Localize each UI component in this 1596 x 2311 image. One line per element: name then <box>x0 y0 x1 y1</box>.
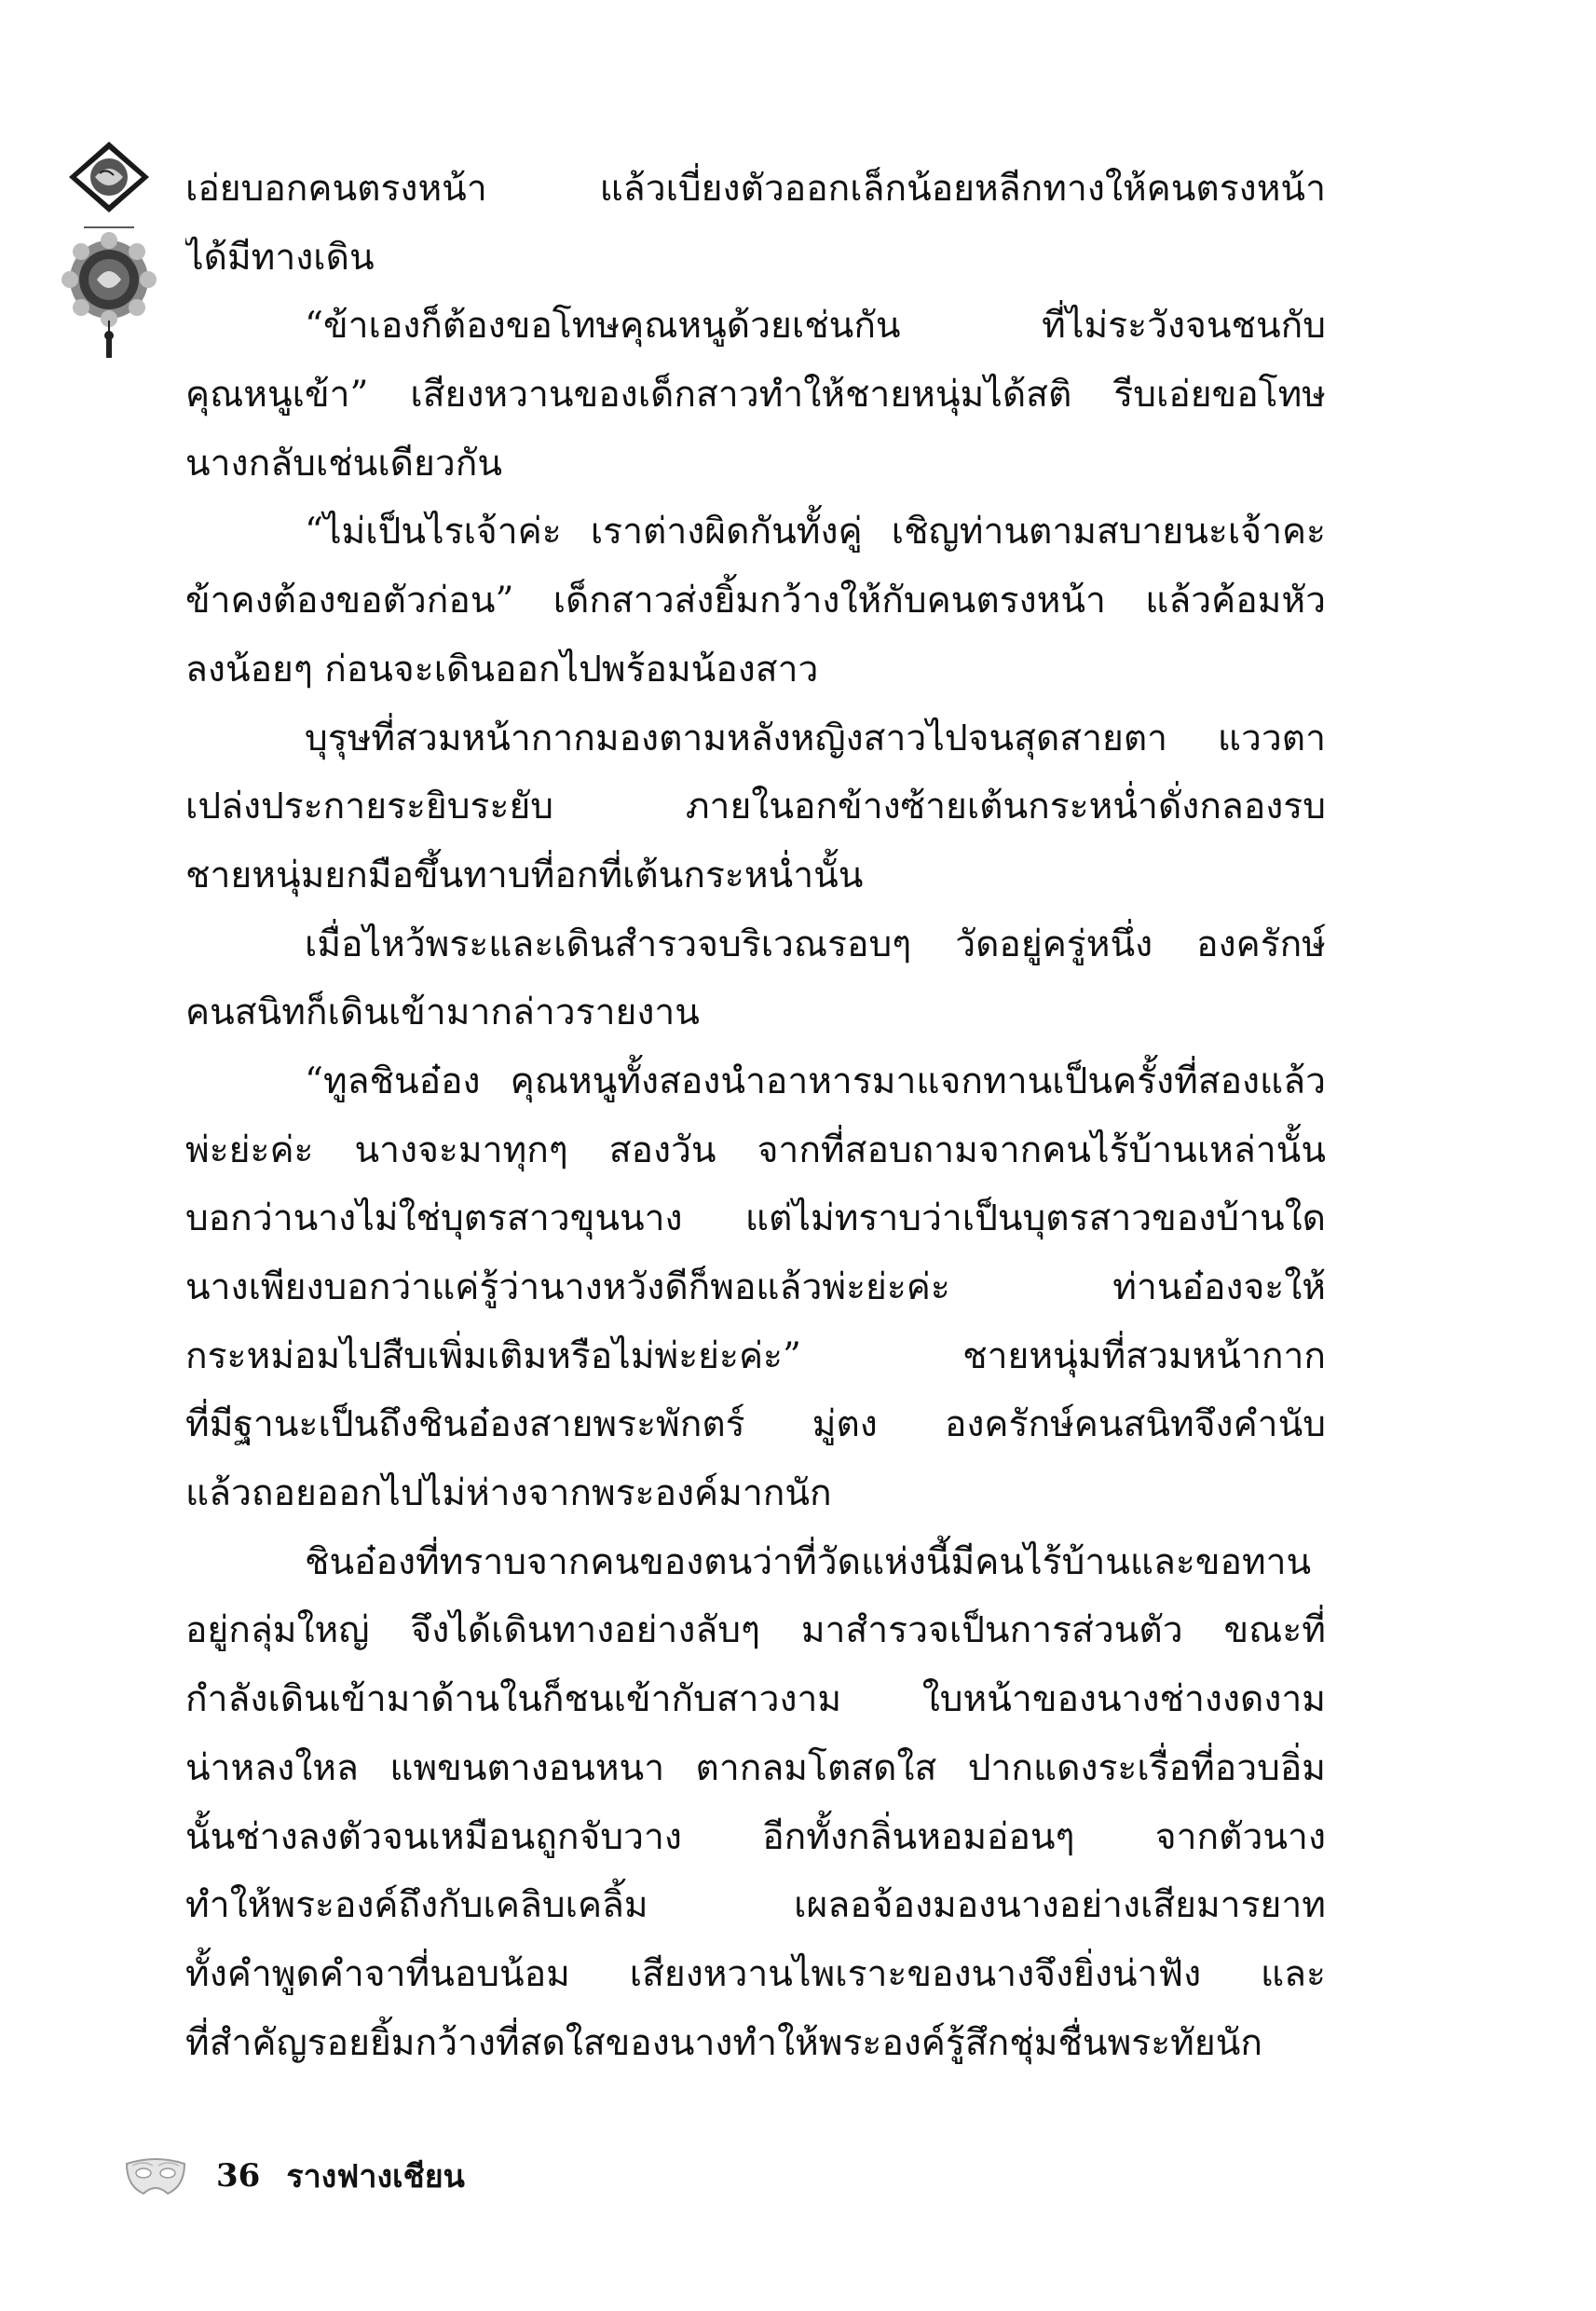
text-line: บอกว่านางไม่ใช่บุตรสาวขุนนาง แต่ไม่ทราบว่าเป็นบุตรสาวของบ้านใด <box>185 1197 1326 1240</box>
lotus-seal-icon <box>58 140 160 363</box>
text-line: นางกลับเช่นเดียวกัน <box>185 442 503 485</box>
text-line: กำลังเดินเข้ามาด้านในก็ชนเข้ากับสาวงาม ใบหน้าของนางช่างงดงาม <box>185 1678 1326 1721</box>
text-line: นางเพียงบอกว่าแค่รู้ว่านางหวังดีก็พอแล้วพ่ะย่ะค่ะ ท่านอ๋องจะให้ <box>185 1266 1326 1308</box>
text-line: แล้วถอยออกไปไม่ห่างจากพระองค์มากนัก <box>185 1472 832 1515</box>
text-line: น่าหลงใหล แพขนตางอนหนา ตากลมโตสดใส ปากแดงระเรื่อที่อวบอิ่ม <box>185 1746 1326 1789</box>
text-line: ชินอ๋องที่ทราบจากคนของตนว่าที่วัดแห่งนี้มีคนไร้บ้านและขอทาน <box>305 1540 1312 1583</box>
text-line: กระหม่อมไปสืบเพิ่มเติมหรือไม่พ่ะย่ะค่ะ” ชายหนุ่มที่สวมหน้ากาก <box>185 1334 1326 1377</box>
page-footer <box>123 2148 465 2204</box>
text-line: บุรุษที่สวมหน้ากากมองตามหลังหญิงสาวไปจนสุดสายตา แววตา <box>305 717 1326 759</box>
mask-icon <box>123 2154 188 2197</box>
text-line: “ข้าเองก็ต้องขอโทษคุณหนูด้วยเช่นกัน ที่ไม่ระวังจนชนกับ <box>305 305 1326 348</box>
text-line: ลงน้อยๆ ก่อนจะเดินออกไปพร้อมน้องสาว <box>185 648 819 691</box>
text-line: เปล่งประกายระยิบระยับ ภายในอกข้างซ้ายเต้นกระหน่ำดั่งกลองรบ <box>185 786 1326 828</box>
text-line: นั้นช่างลงตัวจนเหมือนถูกจับวาง อีกทั้งกลิ่นหอมอ่อนๆ จากตัวนาง <box>185 1815 1326 1858</box>
text-line: “ไม่เป็นไรเจ้าค่ะ เราต่างผิดกันทั้งคู่ เชิญท่านตามสบายนะเจ้าคะ <box>305 511 1326 554</box>
body-text <box>185 155 1326 2077</box>
text-line: ชายหนุ่มยกมือขึ้นทาบที่อกที่เต้นกระหน่ำนั้น <box>185 854 864 896</box>
page-number: 36 <box>216 2157 261 2195</box>
text-line: ทั้งคำพูดคำจาที่นอบน้อม เสียงหวานไพเราะของนางจึงยิ่งน่าฟัง และ <box>185 1952 1326 1995</box>
text-line: อยู่กลุ่มใหญ่ จึงได้เดินทางอย่างลับๆ มาสำรวจเป็นการส่วนตัว ขณะที่ <box>185 1609 1326 1652</box>
text-line: เมื่อไหว้พระและเดินสำรวจบริเวณรอบๆ วัดอยู่ครู่หนึ่ง องครักษ์ <box>305 923 1326 965</box>
text-line: ที่สำคัญรอยยิ้มกว้างที่สดใสของนางทำให้พระองค์รู้สึกชุ่มชื่นพระทัยนัก <box>185 2021 1263 2064</box>
text-line: ที่มีฐานะเป็นถึงชินอ๋องสายพระพักตร์ มู่ตง องครักษ์คนสนิทจึงคำนับ <box>185 1403 1326 1446</box>
text-line: ได้มีทางเดิน <box>185 236 375 279</box>
text-line: คนสนิทก็เดินเข้ามากล่าวรายงาน <box>185 991 700 1034</box>
text-line: ข้าคงต้องขอตัวก่อน” เด็กสาวส่งยิ้มกว้างให้กับคนตรงหน้า แล้วค้อมหัว <box>185 580 1326 622</box>
text-line: “ทูลชินอ๋อง คุณหนูทั้งสองนำอาหารมาแจกทานเป็นครั้งที่สองแล้ว <box>305 1060 1326 1102</box>
book-title: รางฟางเชียน <box>286 2158 465 2195</box>
text-line: ทำให้พระองค์ถึงกับเคลิบเคลิ้ม เผลอจ้องมองนางอย่างเสียมารยาท <box>185 1884 1326 1927</box>
text-line: พ่ะย่ะค่ะ นางจะมาทุกๆ สองวัน จากที่สอบถามจากคนไร้บ้านเหล่านั้น <box>185 1128 1326 1171</box>
text-line: คุณหนูเข้า” เสียงหวานของเด็กสาวทำให้ชายหนุ่มได้สติ รีบเอ่ยขอโทษ <box>185 374 1326 417</box>
text-line: เอ่ยบอกคนตรงหน้า แล้วเบี่ยงตัวออกเล็กน้อยหลีกทางให้คนตรงหน้า <box>185 168 1326 210</box>
